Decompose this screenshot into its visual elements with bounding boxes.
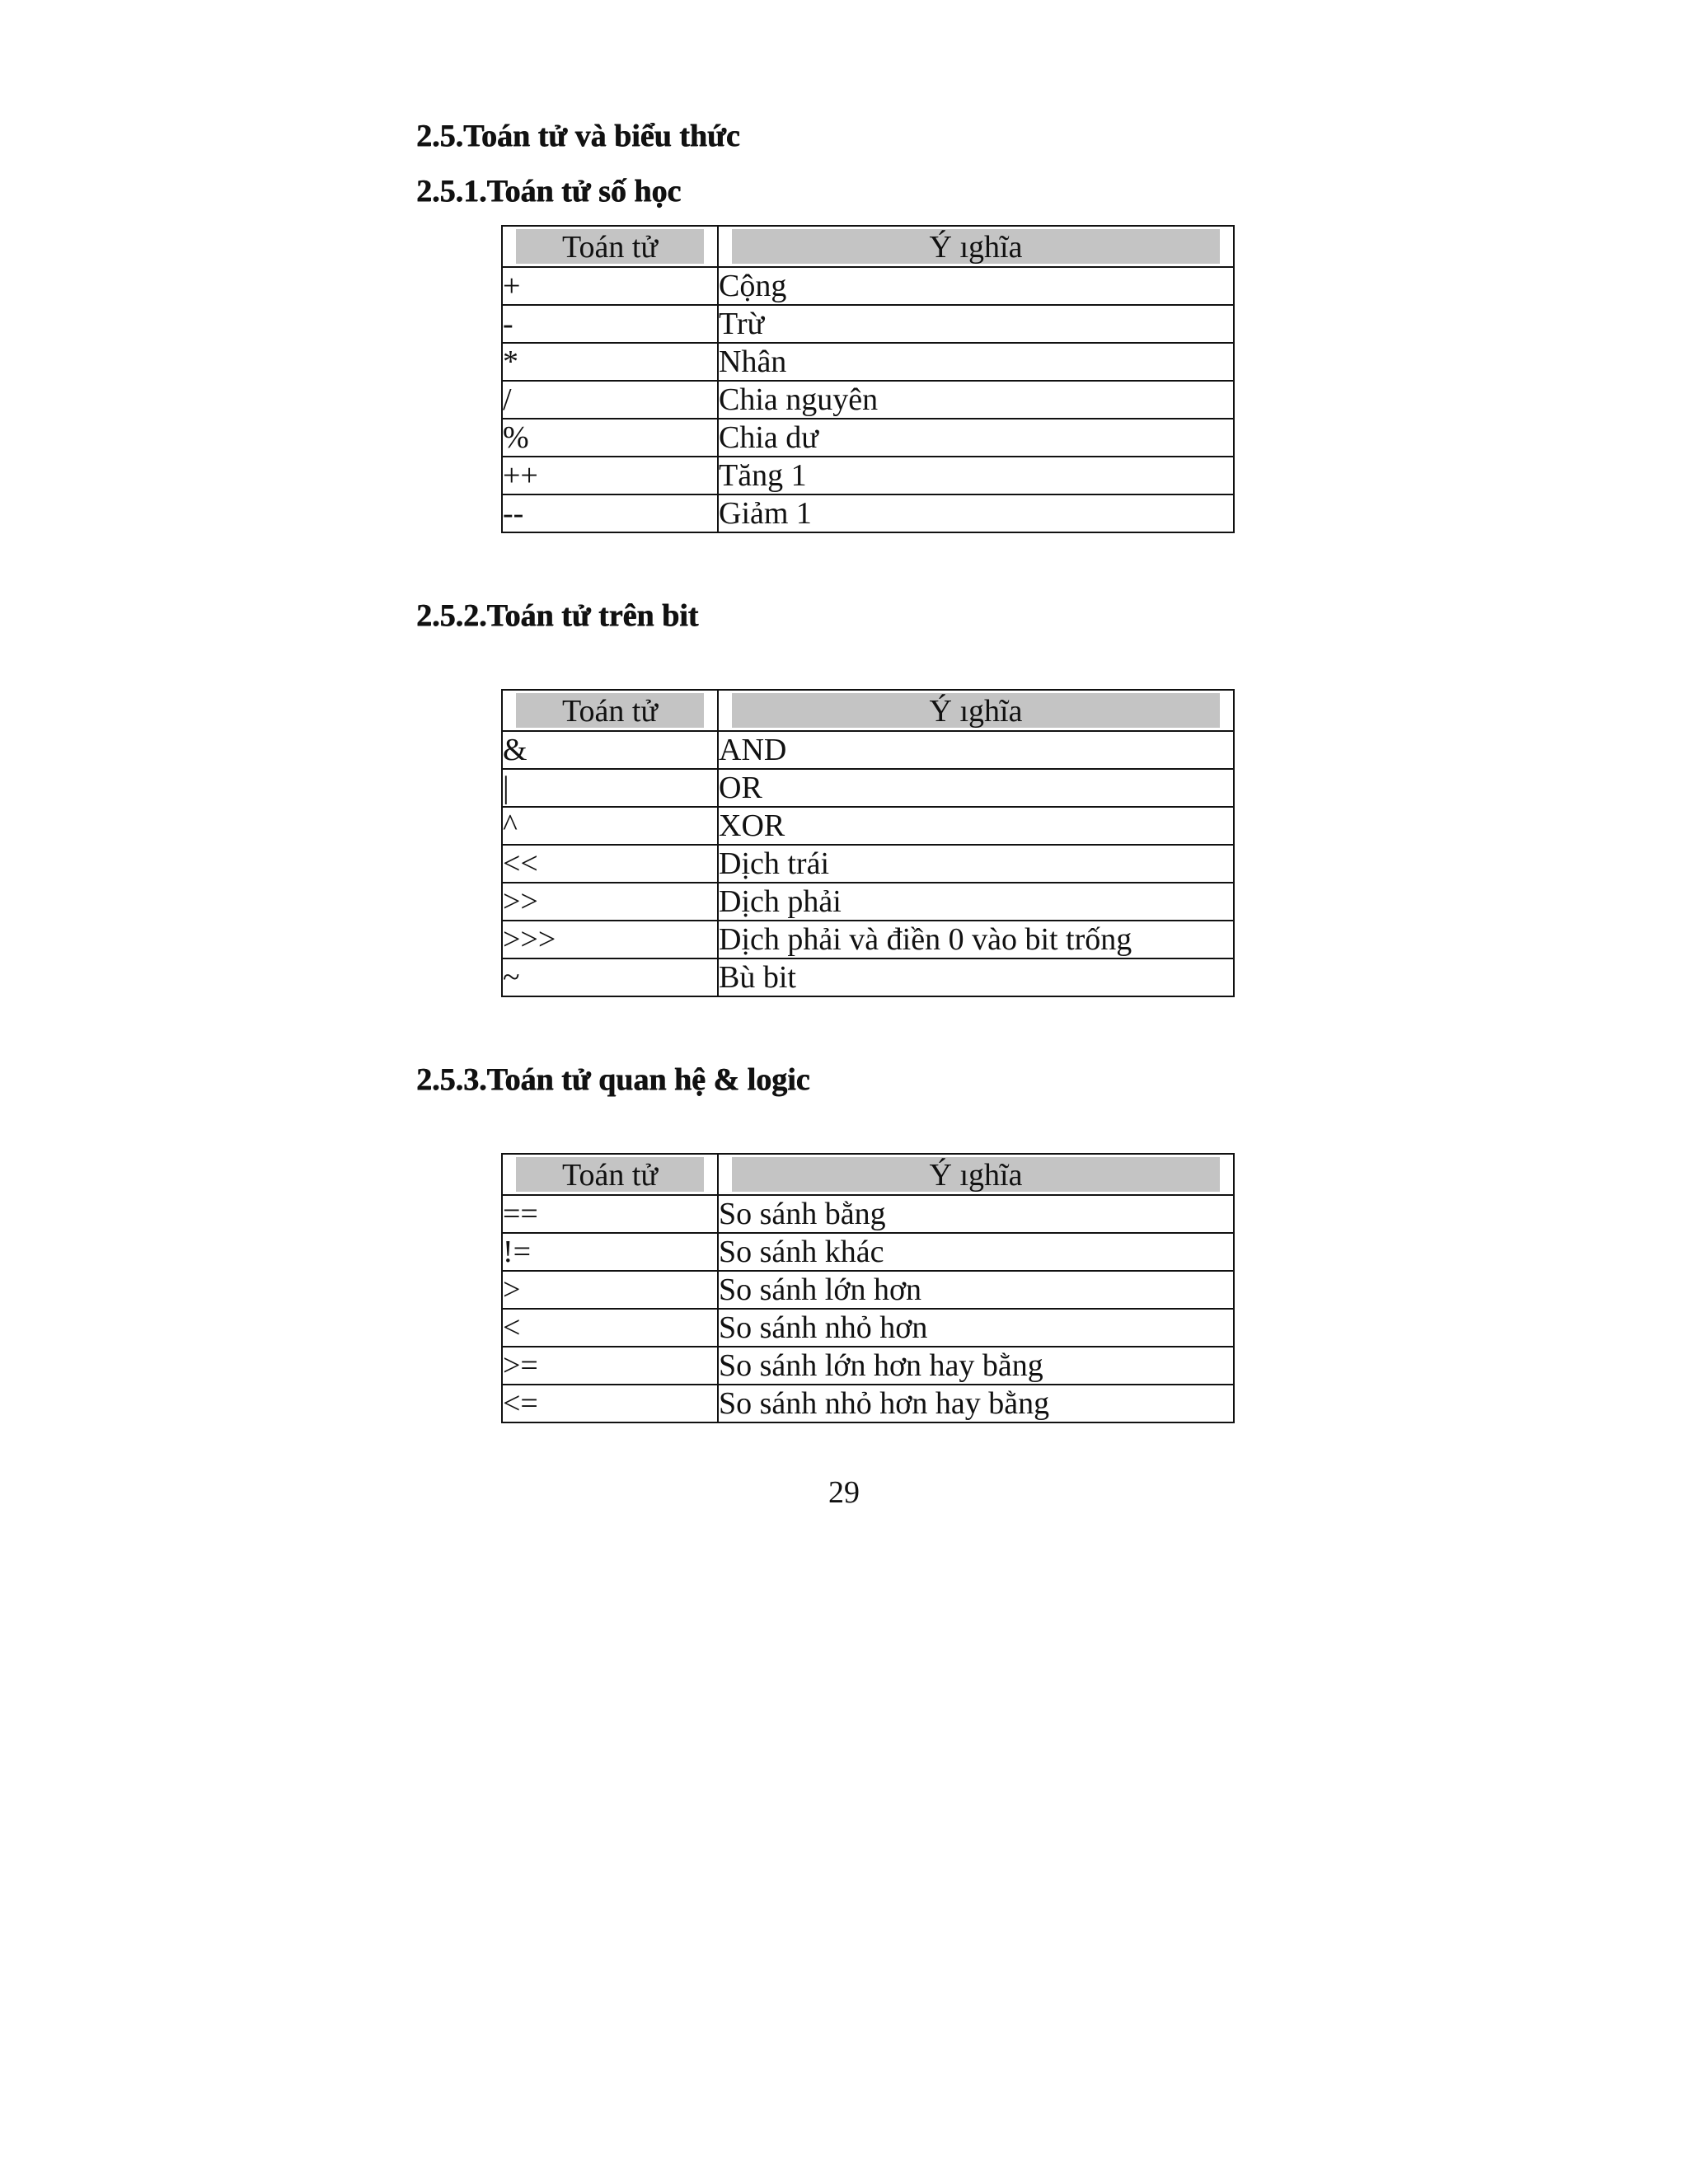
- bitwise-operators-table: [501, 689, 1235, 997]
- operator-cell: >=: [502, 1347, 718, 1385]
- header-label: Toán tử: [516, 229, 704, 264]
- meaning-cell: AND: [718, 731, 1234, 769]
- meaning-cell: Nhân: [718, 343, 1234, 381]
- section-heading-relational-logic: 2.5.3.Toán tử quan hệ & logic: [416, 1062, 810, 1097]
- meaning-cell: Trừ: [718, 305, 1234, 343]
- meaning-cell: So sánh bằng: [718, 1195, 1234, 1233]
- meaning-cell: Cộng: [718, 267, 1234, 305]
- operator-cell: ==: [502, 1195, 718, 1233]
- operator-cell: +: [502, 267, 718, 305]
- table-row: [502, 494, 1234, 532]
- table-row: [502, 1385, 1234, 1422]
- table-row: [502, 731, 1234, 769]
- operator-cell: ~: [502, 958, 718, 996]
- meaning-cell: Tăng 1: [718, 457, 1234, 494]
- table-row: [502, 845, 1234, 883]
- meaning-cell: So sánh nhỏ hơn: [718, 1309, 1234, 1347]
- meaning-cell: Dịch trái: [718, 845, 1234, 883]
- table-row: [502, 883, 1234, 921]
- column-header-meaning: [718, 1154, 1234, 1195]
- meaning-cell: Giảm 1: [718, 494, 1234, 532]
- header-label: Ý ıghĩa: [732, 229, 1220, 264]
- operator-cell: !=: [502, 1233, 718, 1271]
- section-heading-arithmetic: 2.5.1.Toán tử số học: [416, 174, 682, 209]
- header-label: Ý ıghĩa: [732, 693, 1220, 728]
- table-header-row: [502, 226, 1234, 267]
- table-row: [502, 1309, 1234, 1347]
- column-header-operator: [502, 690, 718, 731]
- meaning-cell: Chia dư: [718, 419, 1234, 457]
- table-row: [502, 1271, 1234, 1309]
- operator-cell: -: [502, 305, 718, 343]
- operator-cell: ++: [502, 457, 718, 494]
- table-row: [502, 305, 1234, 343]
- meaning-cell: Dịch phải và điền 0 vào bit trống: [718, 921, 1234, 958]
- column-header-meaning: [718, 226, 1234, 267]
- operator-cell: --: [502, 494, 718, 532]
- meaning-cell: OR: [718, 769, 1234, 807]
- operator-cell: <: [502, 1309, 718, 1347]
- header-label: Toán tử: [516, 693, 704, 728]
- table-row: [502, 419, 1234, 457]
- table-row: [502, 343, 1234, 381]
- page-number: 29: [828, 1475, 860, 1510]
- operator-cell: &: [502, 731, 718, 769]
- arithmetic-operators-table: [501, 225, 1235, 533]
- operator-cell: <=: [502, 1385, 718, 1422]
- meaning-cell: Chia nguyên: [718, 381, 1234, 419]
- table-row: [502, 457, 1234, 494]
- meaning-cell: Bù bit: [718, 958, 1234, 996]
- table-row: [502, 921, 1234, 958]
- header-label: Ý ıghĩa: [732, 1157, 1220, 1192]
- meaning-cell: So sánh lớn hơn hay bằng: [718, 1347, 1234, 1385]
- operator-cell: ^: [502, 807, 718, 845]
- meaning-cell: Dịch phải: [718, 883, 1234, 921]
- table-row: [502, 267, 1234, 305]
- operator-cell: *: [502, 343, 718, 381]
- section-heading-bitwise: 2.5.2.Toán tử trên bit: [416, 598, 699, 633]
- table-header-row: [502, 690, 1234, 731]
- table-row: [502, 381, 1234, 419]
- table-header-row: [502, 1154, 1234, 1195]
- relational-operators-table: [501, 1153, 1235, 1423]
- column-header-operator: [502, 226, 718, 267]
- column-header-operator: [502, 1154, 718, 1195]
- table-row: [502, 1347, 1234, 1385]
- meaning-cell: XOR: [718, 807, 1234, 845]
- meaning-cell: So sánh lớn hơn: [718, 1271, 1234, 1309]
- operator-cell: <<: [502, 845, 718, 883]
- operator-cell: >>>: [502, 921, 718, 958]
- table-row: [502, 807, 1234, 845]
- operator-cell: %: [502, 419, 718, 457]
- header-label: Toán tử: [516, 1157, 704, 1192]
- meaning-cell: So sánh khác: [718, 1233, 1234, 1271]
- table-row: [502, 769, 1234, 807]
- main-heading: 2.5.Toán tử và biểu thức: [416, 119, 740, 153]
- column-header-meaning: [718, 690, 1234, 731]
- operator-cell: /: [502, 381, 718, 419]
- operator-cell: |: [502, 769, 718, 807]
- table-row: [502, 958, 1234, 996]
- operator-cell: >: [502, 1271, 718, 1309]
- operator-cell: >>: [502, 883, 718, 921]
- meaning-cell: So sánh nhỏ hơn hay bằng: [718, 1385, 1234, 1422]
- table-row: [502, 1233, 1234, 1271]
- table-row: [502, 1195, 1234, 1233]
